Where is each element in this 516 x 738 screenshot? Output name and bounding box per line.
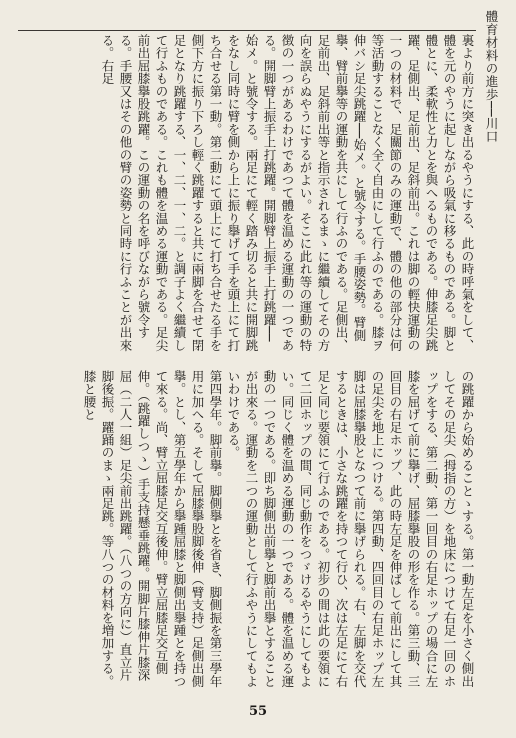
upper-text-block bbox=[18, 34, 476, 352]
running-title: 體育材料の進歩──川口 bbox=[484, 10, 499, 144]
header-rule bbox=[18, 30, 476, 31]
paragraph: 第四學年。脚前擧。脚側擧とを省き、脚側振を第三學年用に加へる。そして屈膝擧股脚後伸（臂支持）足側出側擧。とし、第五學年から擧踵屈膝と脚側出擧踵とを持つて來る。尚、臂立屈膝足交互後伸。臂立屈膝足交互側伸。（跳躍しつゝ）手支持懸垂跳躍。開脚片膝伸片膝深屈（二人一組）足尖前出跳躍。（八つの方向に）直立片脚後振。躍踊のまゝ兩足跳。等八つの材料を増加する。膝と腰と bbox=[82, 370, 223, 688]
paragraph: の跳躍から始めることゝする。第一動左足を小さく側出してその足尖（拇指の方）を地床につけて右足一回のホップをする、第二動、第一回目の右足ホップの場合に左膝を屈げて前に擧げ、屈膝擧股の形を作る。第三動、三回目の右足ホップ、此の時左足を伸ばして前出にして其の足尖を地上につける。第四動、四回目の右足ホップ左脚は屈膝擧股となつて前に擧げられる。右、左脚を交代するときは、小さな跳躍を持つて行ひ、次は左足にて右足と同じ要領にて行ふのである。初步の間は此の要領にて二回ホップの間、同じ動作をつゞけるやうにしてもよい。同じく體を温める運動の一つである。體を温める運動の一つである。即ち脚側出前擧と脚前出擧とすることが出來る。運動を二つの運動として行ふやうにしてもよいわけである。 bbox=[226, 370, 475, 688]
paragraph: 裏より前方に突き出るやうにする、此の時呼氣をして、體を元のやうに起しながら吸氣に移るものである。脚と體とに、柔軟性と力とを與へるものである。伸膝足尖跳躍、足側出、足前出、足斜前出。これは脚の輕快運動の一つの材料で、足關節のみの運動で、體の他の部分は何等活動することなく全く自由にして行ふのである。膝ヲ伸バシ足尖跳躍──始メ。と號令する。手腰姿勢。臂側擧、臂前擧等の運動を共にして行ふのである。足側出、足前出、足斜前出等と指示されるまゝに繼續してその方向を誤らぬやうにするがよい。そこに此れ等の運動の特徴の一つがあるわけであつて體を温める運動の一つである。開脚臂上振手上打跳躍。開脚臂上振手上打跳躍──始メ。と號令する。兩足にて輕く踏み切ると共に開脚跳をなし同時に臂を側から上に振り擧げて手を頭上にて打ち合せる第一動。第二動にて頭上にて打ち合せたる手を側下方に振り下ろし輕く跳躍すると共に兩脚を合せて閉足となり跳躍する、一、二、一、二。と調子よく繼續して行ふものである。これも體を温める運動である。足尖前出屈膝擧股跳躍。この運動の名を呼びながら號令する。手腰又はその他の臂の姿勢と同時に行ふことが出來る。右足 bbox=[100, 34, 475, 352]
page-number: 55 bbox=[248, 704, 268, 719]
lower-text-block bbox=[18, 370, 476, 688]
